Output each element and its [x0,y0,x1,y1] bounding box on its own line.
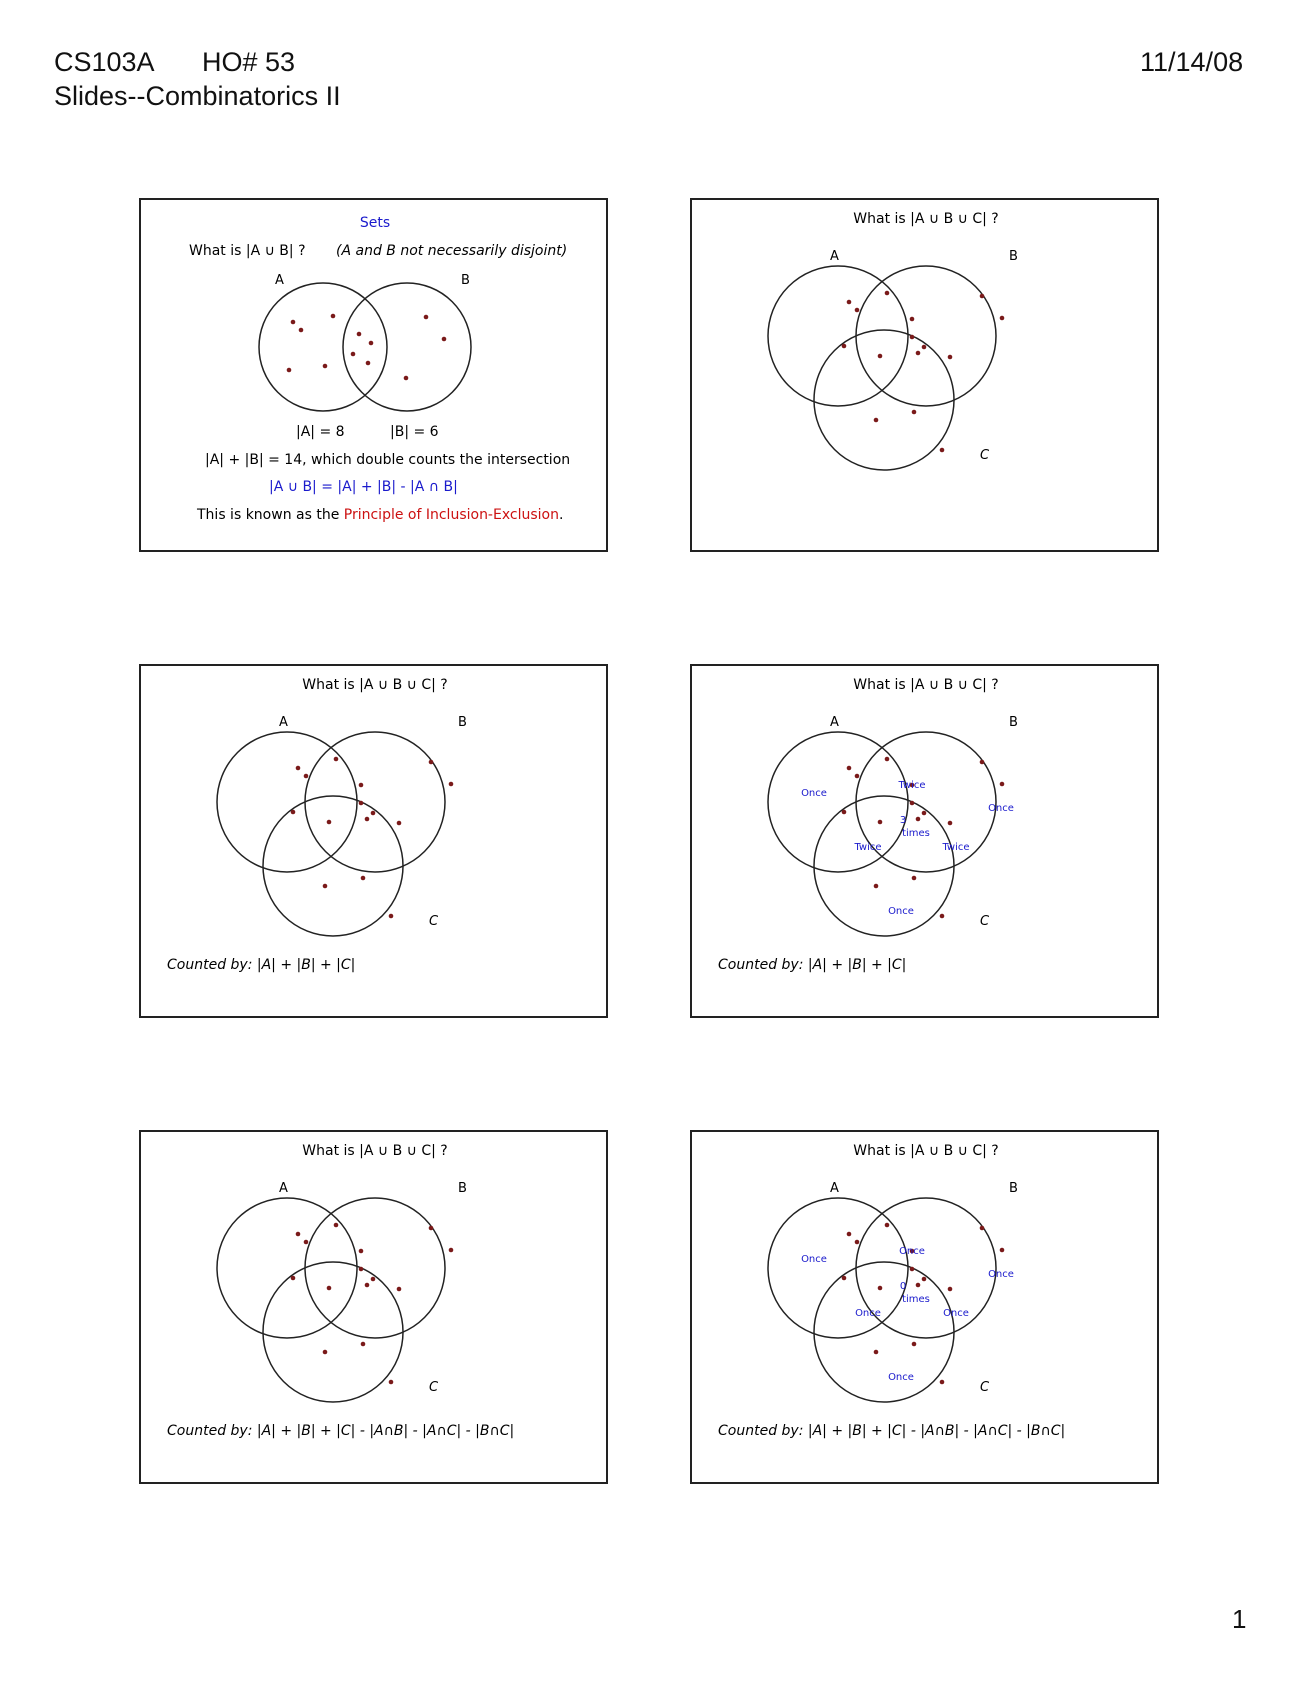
set-label-b: B [1009,1181,1018,1196]
slide-6-drawing [692,1132,1161,1486]
region-label-ac: Once [855,1308,881,1319]
set-label-b: B [458,715,467,730]
region-label-a-only: Once [801,1254,827,1265]
region-label-ac: Twice [854,842,882,853]
slide-2 [690,198,1159,552]
venn-circle-c [263,1262,403,1402]
region-label-c-only: Once [888,906,914,917]
handout-date: 11/14/08 [1140,47,1244,77]
venn-circle-a [217,1198,357,1338]
venn-circle-a [768,732,908,872]
slide-note: (A and B not necessarily disjoint) [336,243,568,259]
region-label-b-only: Once [988,1269,1014,1280]
handout-number: HO# 53 [202,47,296,77]
venn-circle-c [263,796,403,936]
counted-by: Counted by: |A| + |B| + |C| [718,957,907,973]
set-label-c: C [429,914,439,929]
set-label-a: A [830,1181,839,1196]
set-label-c: C [980,914,990,929]
region-label-c-only: Once [888,1372,914,1383]
venn-circle-c [814,1262,954,1402]
element-dots [287,314,447,381]
slide-title: Sets [359,215,391,231]
region-label-b-only: Once [988,803,1014,814]
course-code: CS103A [54,47,155,77]
region-label-abc-number: 3 [899,815,907,826]
slide-1 [139,198,608,552]
slide-question: What is |A ∪ B| ? [189,243,306,259]
venn-circle-b [305,732,445,872]
region-label-a-only: Once [801,788,827,799]
set-label-c: C [980,448,990,463]
counted-by: Counted by: |A| + |B| + |C| - |A∩B| - |A∩C| - |B∩C| [718,1423,1066,1439]
slide-6 [690,1130,1159,1484]
size-a: |A| = 8 [296,424,345,440]
set-label-a: A [279,1181,288,1196]
venn-circle-c [814,330,954,470]
venn-circle-a [768,1198,908,1338]
region-label-abc-times: times [902,828,930,839]
inclusion-exclusion-formula: |A ∪ B| = |A| + |B| - |A ∩ B| [269,479,458,495]
set-label-c: C [429,1380,439,1395]
venn-circle-b [343,283,471,411]
slide-3 [139,664,608,1018]
handout-subtitle: Slides--Combinatorics II [54,81,341,111]
region-label-ab: Twice [898,780,926,791]
page-number: 1 [1232,1604,1247,1634]
venn-circle-b [856,266,996,406]
counted-by: Counted by: |A| + |B| + |C| [167,957,356,973]
slide-title: What is |A ∪ B ∪ C| ? [302,677,448,693]
region-label-abc-number: 0 [899,1281,907,1292]
slide-4-drawing [692,666,1161,1020]
set-label-b: B [458,1181,467,1196]
set-label-a: A [830,715,839,730]
set-label-a: A [830,249,839,264]
venn-circle-c [814,796,954,936]
slide-1-drawing [141,200,610,554]
set-label-b: B [461,273,470,288]
double-count-text: |A| + |B| = 14, which double counts the intersection [205,452,571,468]
principle-text: This is known as the Principle of Inclusion-Exclusion. [197,507,564,523]
set-label-b: B [1009,715,1018,730]
slide-4 [690,664,1159,1018]
set-label-b: B [1009,249,1018,264]
set-label-a: A [275,273,284,288]
region-label-ab: Once [899,1246,925,1257]
counted-by: Counted by: |A| + |B| + |C| - |A∩B| - |A∩C| - |B∩C| [167,1423,515,1439]
venn-circle-a [768,266,908,406]
slide-5 [139,1130,608,1484]
set-label-a: A [279,715,288,730]
size-b: |B| = 6 [390,424,439,440]
venn-circle-b [305,1198,445,1338]
slide-5-drawing [141,1132,610,1486]
slide-2-drawing [692,200,1161,554]
region-label-bc: Once [943,1308,969,1319]
slide-title: What is |A ∪ B ∪ C| ? [853,1143,999,1159]
slide-title: What is |A ∪ B ∪ C| ? [302,1143,448,1159]
region-label-bc: Twice [942,842,970,853]
region-label-abc-times: times [902,1294,930,1305]
slide-title: What is |A ∪ B ∪ C| ? [853,677,999,693]
venn-circle-a [217,732,357,872]
venn-circle-a [259,283,387,411]
set-label-c: C [980,1380,990,1395]
slide-title: What is |A ∪ B ∪ C| ? [853,211,999,227]
slide-3-drawing [141,666,610,1020]
